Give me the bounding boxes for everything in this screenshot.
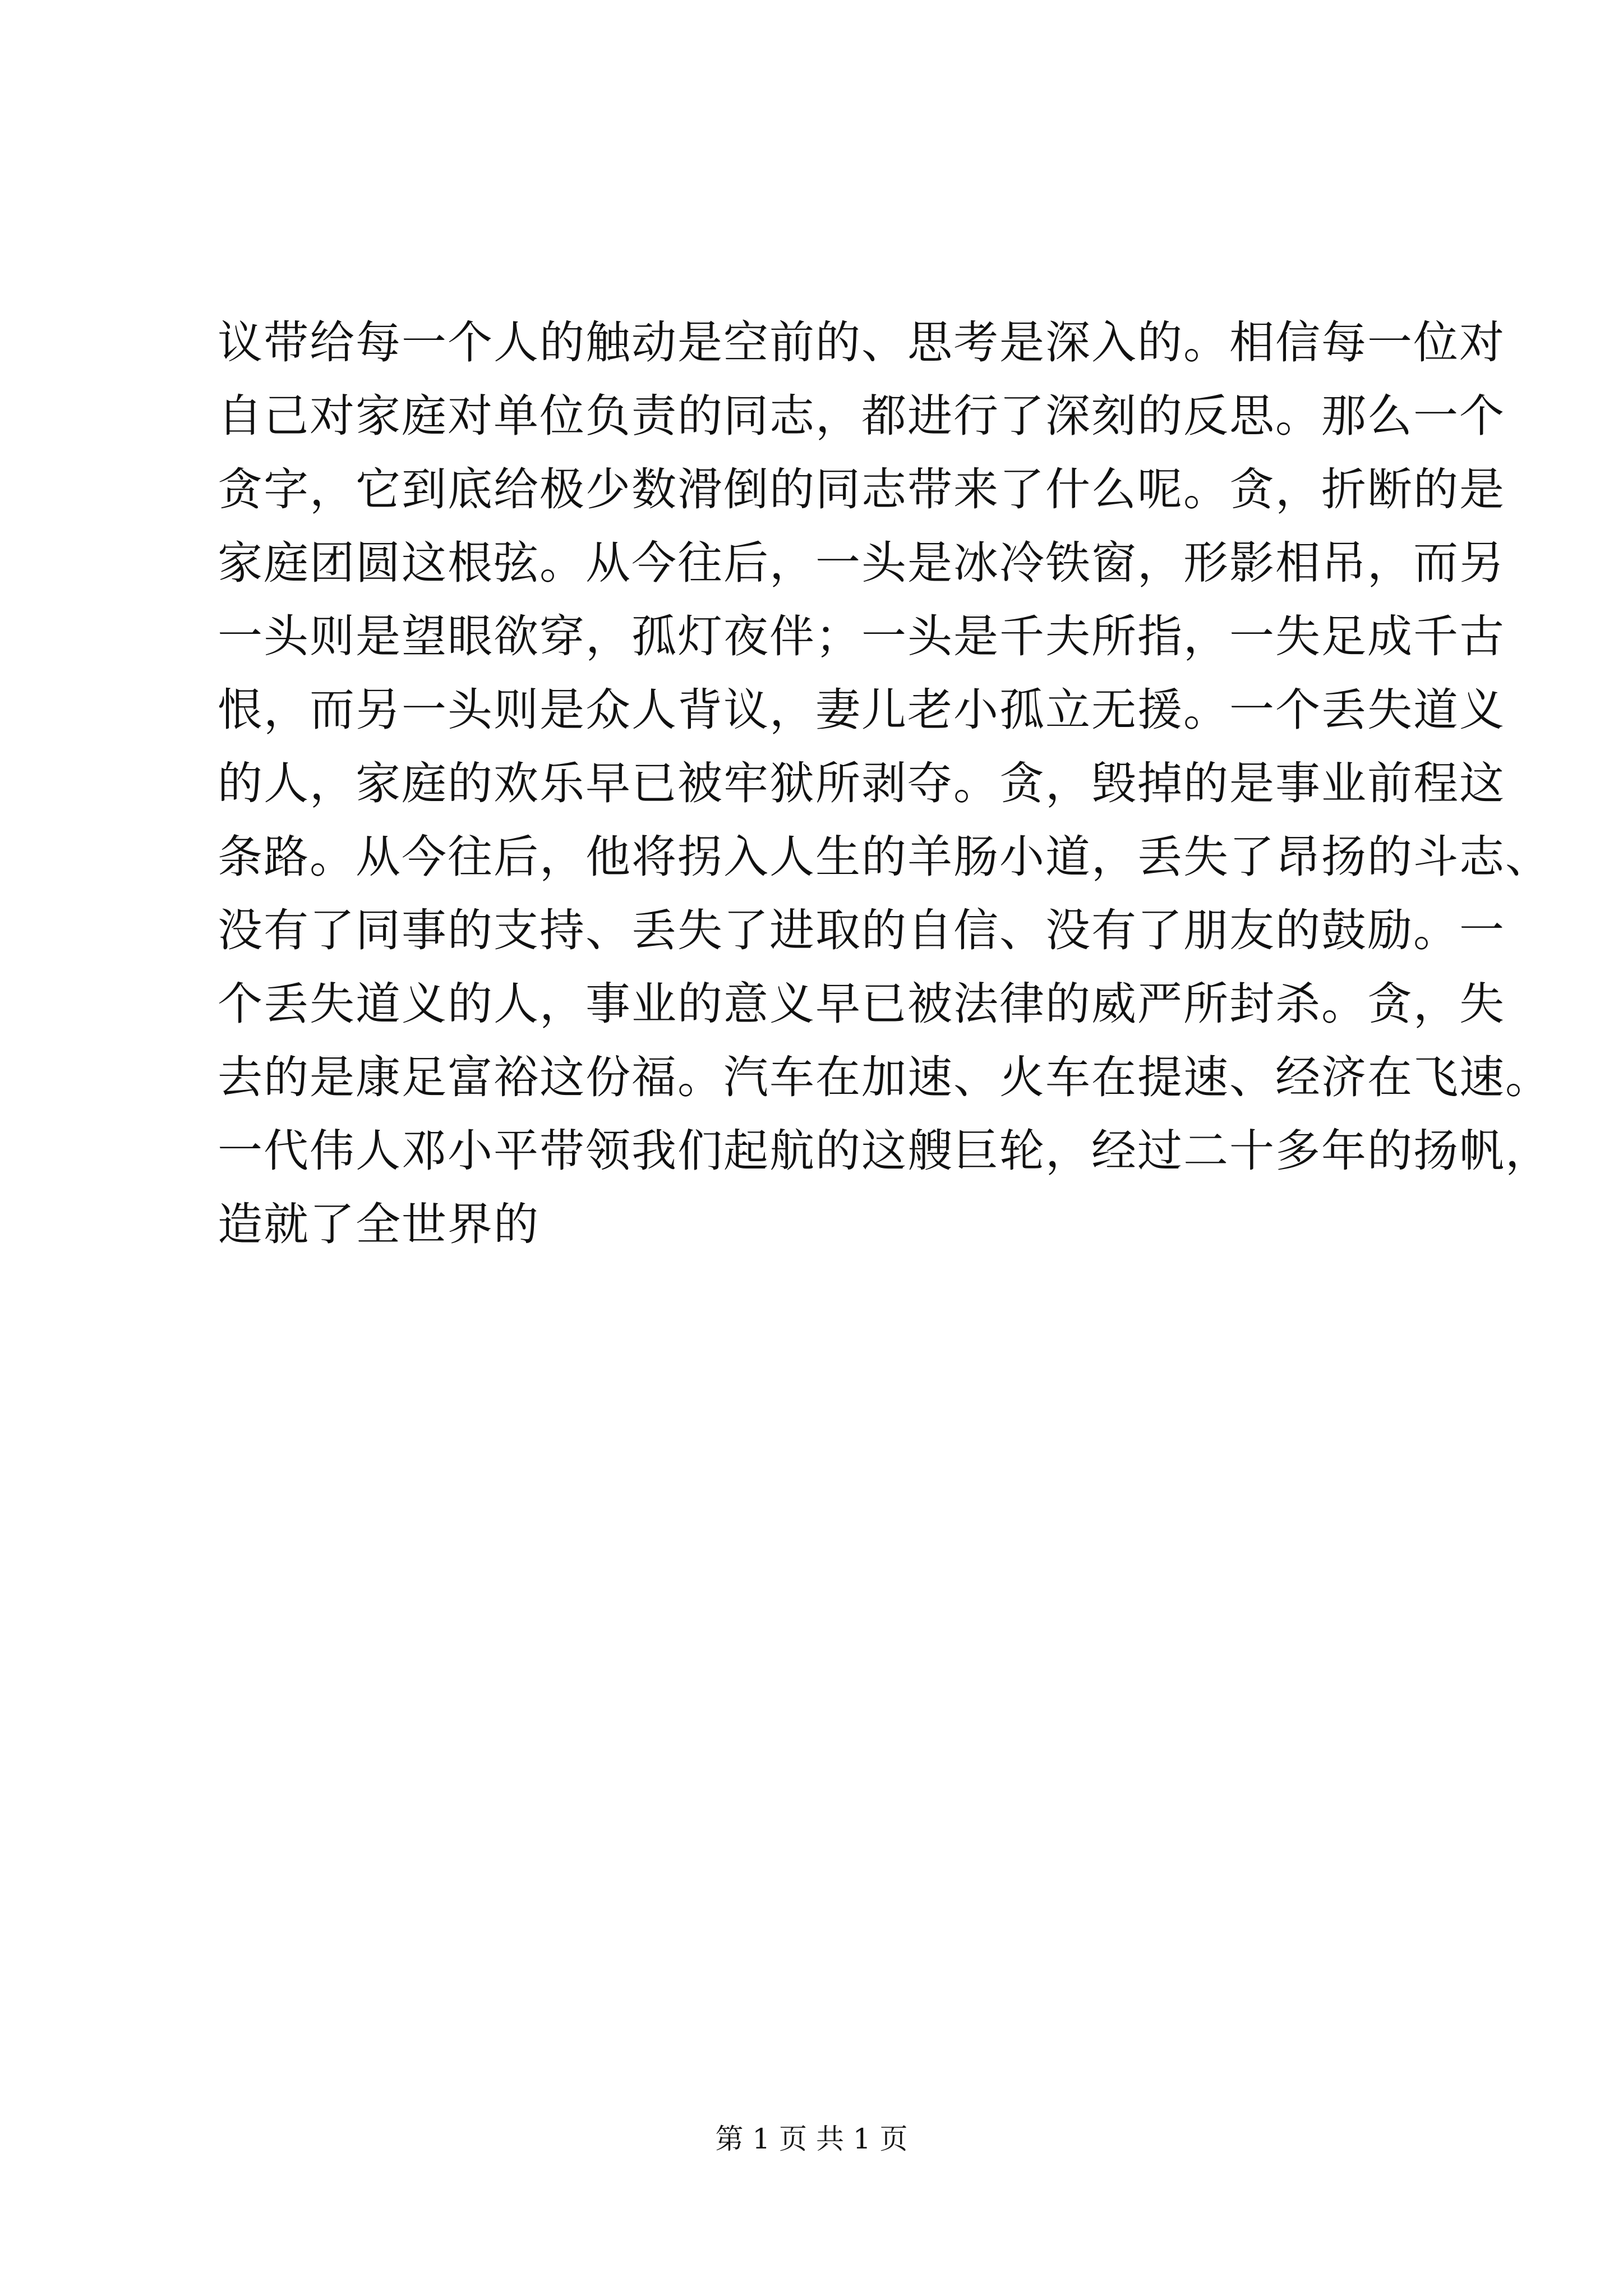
text-line: 造就了全世界的: [218, 1198, 540, 1250]
text-line: 一代伟人邓小平带领我们起航的这艘巨轮，经过二十多年的扬帆，: [218, 1125, 1551, 1177]
page-footer: [0, 2119, 1623, 2159]
text-line: 没有了同事的支持、丢失了进取的自信、没有了朋友的鼓励。一: [218, 904, 1505, 956]
text-line: 议带给每一个人的触动是空前的、思考是深入的。相信每一位对: [218, 316, 1505, 369]
text-line: 条路。从今往后，他将拐入人生的羊肠小道，丢失了昂扬的斗志、: [218, 831, 1551, 883]
text-line: 自己对家庭对单位负责的同志，都进行了深刻的反思。那么一个: [218, 390, 1505, 442]
text-line: 的人，家庭的欢乐早已被牢狱所剥夺。贪，毁掉的是事业前程这: [218, 757, 1505, 809]
text-line: 一头则是望眼欲穿，孤灯夜伴；一头是千夫所指，一失足成千古: [218, 610, 1505, 662]
text-line: 家庭团圆这根弦。从今往后，一头是冰冷铁窗，形影相吊，而另: [218, 537, 1505, 589]
body-paragraph: [218, 306, 1551, 1261]
text-line: 贪字，它到底给极少数滑倒的同志带来了什么呢。贪，折断的是: [218, 463, 1505, 516]
text-line: 个丢失道义的人，事业的意义早已被法律的威严所封杀。贪，失: [218, 978, 1505, 1030]
text-line: 恨，而另一头则是众人背议，妻儿老小孤立无援。一个丢失道义: [218, 684, 1505, 736]
text-line: 去的是康足富裕这份福。汽车在加速、火车在提速、经济在飞速。: [218, 1051, 1551, 1103]
page-number: 第 1 页 共 1 页: [715, 2123, 908, 2155]
